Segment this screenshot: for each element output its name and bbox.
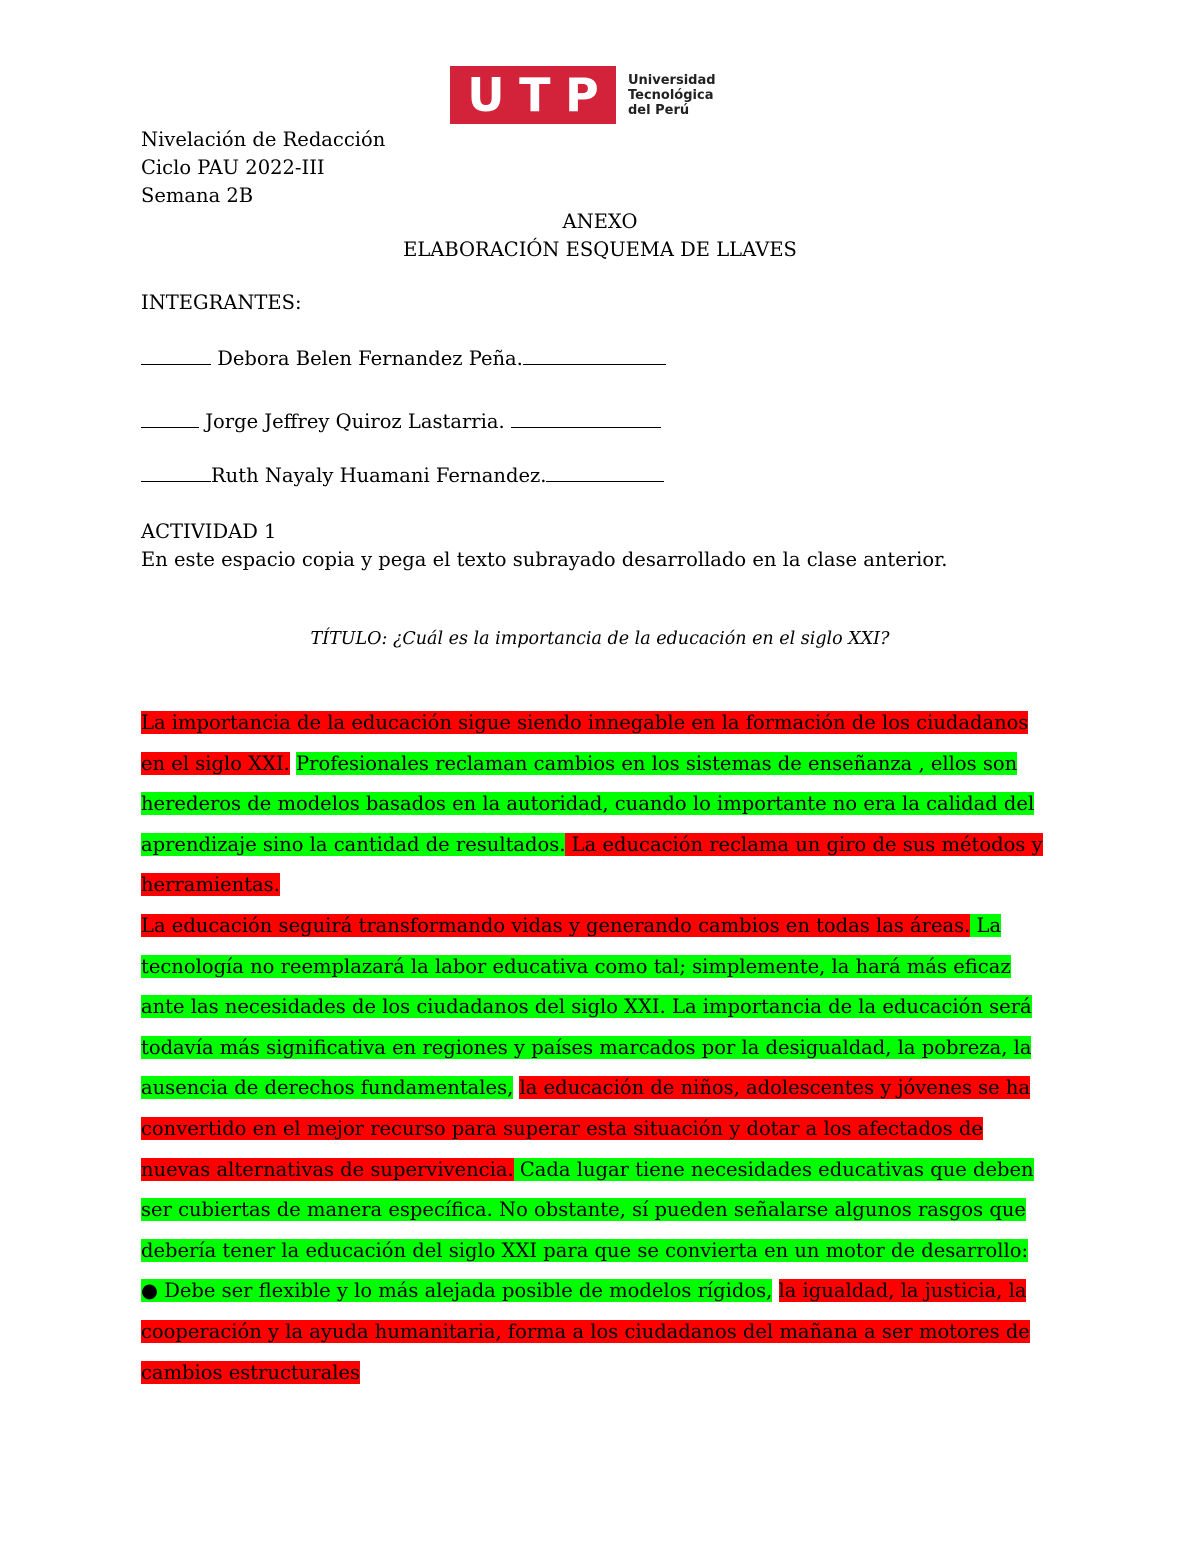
- highlight-red: cambios estructurales: [141, 1360, 361, 1384]
- highlight-green: La: [970, 913, 1002, 937]
- week-label: Semana 2B: [141, 184, 254, 207]
- highlight-green: ante las necesidades de los ciudadanos del siglo XXI. La importancia de la educación será: [141, 995, 1032, 1019]
- highlight-green: debería tener la educación del siglo XXI para que se convierta en un motor de desarrollo:: [141, 1238, 1029, 1262]
- highlight-red: la igualdad, la justicia, la: [778, 1279, 1027, 1303]
- cycle-label: Ciclo PAU 2022-III: [141, 156, 325, 179]
- highlight-green: ● Debe ser flexible y lo más alejada posible de modelos rígidos,: [141, 1279, 773, 1303]
- signature-blank: [141, 461, 211, 482]
- highlight-red: nuevas alternativas de supervivencia.: [141, 1157, 514, 1181]
- highlight-green: ausencia de derechos fundamentales,: [141, 1076, 514, 1100]
- text-line: [141, 1312, 1061, 1353]
- text-line: [141, 1231, 1061, 1272]
- annex-heading: ANEXO: [562, 210, 638, 233]
- logo-letter-p: P: [565, 68, 599, 122]
- highlight-red: La educación reclama un giro de sus métodos y: [565, 832, 1043, 856]
- signature-blank: [523, 344, 666, 365]
- members-label: INTEGRANTES:: [141, 291, 302, 314]
- highlight-green: aprendizaje sino la cantidad de resultados.: [141, 832, 566, 856]
- text-line: [141, 1028, 1061, 1069]
- highlight-red: convertido en el mejor recurso para superar esta situación y dotar a los afectados de: [141, 1116, 983, 1140]
- text-line: [141, 865, 1061, 906]
- text-line: [141, 703, 1061, 744]
- logo-letter-block: [450, 66, 616, 124]
- highlight-green: Cada lugar tiene necesidades educativas que deben: [513, 1157, 1034, 1181]
- highlighted-text-body: [141, 703, 1061, 1393]
- member-name: Debora Belen Fernandez Peña.: [217, 347, 523, 370]
- text-line: [141, 906, 1061, 947]
- highlight-green: ser cubiertas de manera específica. No obstante, sí pueden señalarse algunos rasgos que: [141, 1198, 1026, 1222]
- logo-name-line: del Perú: [628, 102, 690, 118]
- utp-logo: [450, 66, 716, 124]
- text-line: [141, 1109, 1061, 1150]
- highlight-green: Profesionales reclaman cambios en los sistemas de enseñanza , ellos son: [296, 751, 1018, 775]
- text-line: [141, 1271, 1061, 1312]
- highlight-red: cooperación y la ayuda humanitaria, forma a los ciudadanos del mañana a ser motores de: [141, 1319, 1030, 1343]
- signature-blank: [141, 344, 211, 365]
- member-name: Jorge Jeffrey Quiroz Lastarria.: [205, 410, 505, 433]
- signature-blank: [546, 461, 664, 482]
- activity-title: ELABORACIÓN ESQUEMA DE LLAVES: [403, 238, 797, 261]
- signature-blank: [511, 407, 661, 428]
- text-title: TÍTULO: ¿Cuál es la importancia de la educación en el siglo XXI?: [310, 629, 890, 649]
- highlight-red: herramientas.: [141, 873, 280, 897]
- text-line: [141, 1353, 1061, 1394]
- logo-university-name: [628, 73, 716, 118]
- logo-name-line: Universidad: [628, 72, 716, 88]
- text-segment: [772, 1279, 778, 1302]
- highlight-green: tecnología no reemplazará la labor educativa como tal; simplemente, la hará más eficaz: [141, 954, 1011, 978]
- text-line: [141, 1190, 1061, 1231]
- text-line: [141, 1068, 1061, 1109]
- text-line: [141, 987, 1061, 1028]
- highlight-red: la educación de niños, adolescentes y jóvenes se ha: [519, 1076, 1031, 1100]
- signature-blank: [141, 407, 199, 428]
- highlight-red: La educación seguirá transformando vidas y generando cambios en todas las áreas.: [141, 913, 971, 937]
- logo-letter-u: U: [467, 68, 505, 122]
- logo-name-line: Tecnológica: [628, 87, 714, 103]
- highlight-green: herederos de modelos basados en la autoridad, cuando lo importante no era la calidad del: [141, 792, 1035, 816]
- highlight-red: La importancia de la educación sigue siendo innegable en la formación de los ciudadanos: [141, 711, 1029, 734]
- text-line: [141, 784, 1061, 825]
- highlight-red: en el siglo XXI.: [141, 751, 290, 775]
- logo-letter-t: T: [519, 68, 551, 122]
- activity-instruction: En este espacio copia y pega el texto subrayado desarrollado en la clase anterior.: [141, 548, 948, 571]
- highlight-green: todavía más significativa en regiones y países marcados por la desigualdad, la pobreza, la: [141, 1035, 1032, 1059]
- member-row: [141, 344, 666, 373]
- text-line: [141, 1150, 1061, 1191]
- course-name: Nivelación de Redacción: [141, 128, 386, 151]
- text-line: [141, 825, 1061, 866]
- member-row: [141, 407, 661, 436]
- text-line: [141, 947, 1061, 988]
- text-line: [141, 744, 1061, 785]
- member-name: Ruth Nayaly Huamani Fernandez.: [211, 464, 547, 487]
- activity-heading: ACTIVIDAD 1: [141, 520, 277, 543]
- member-row: [141, 461, 664, 490]
